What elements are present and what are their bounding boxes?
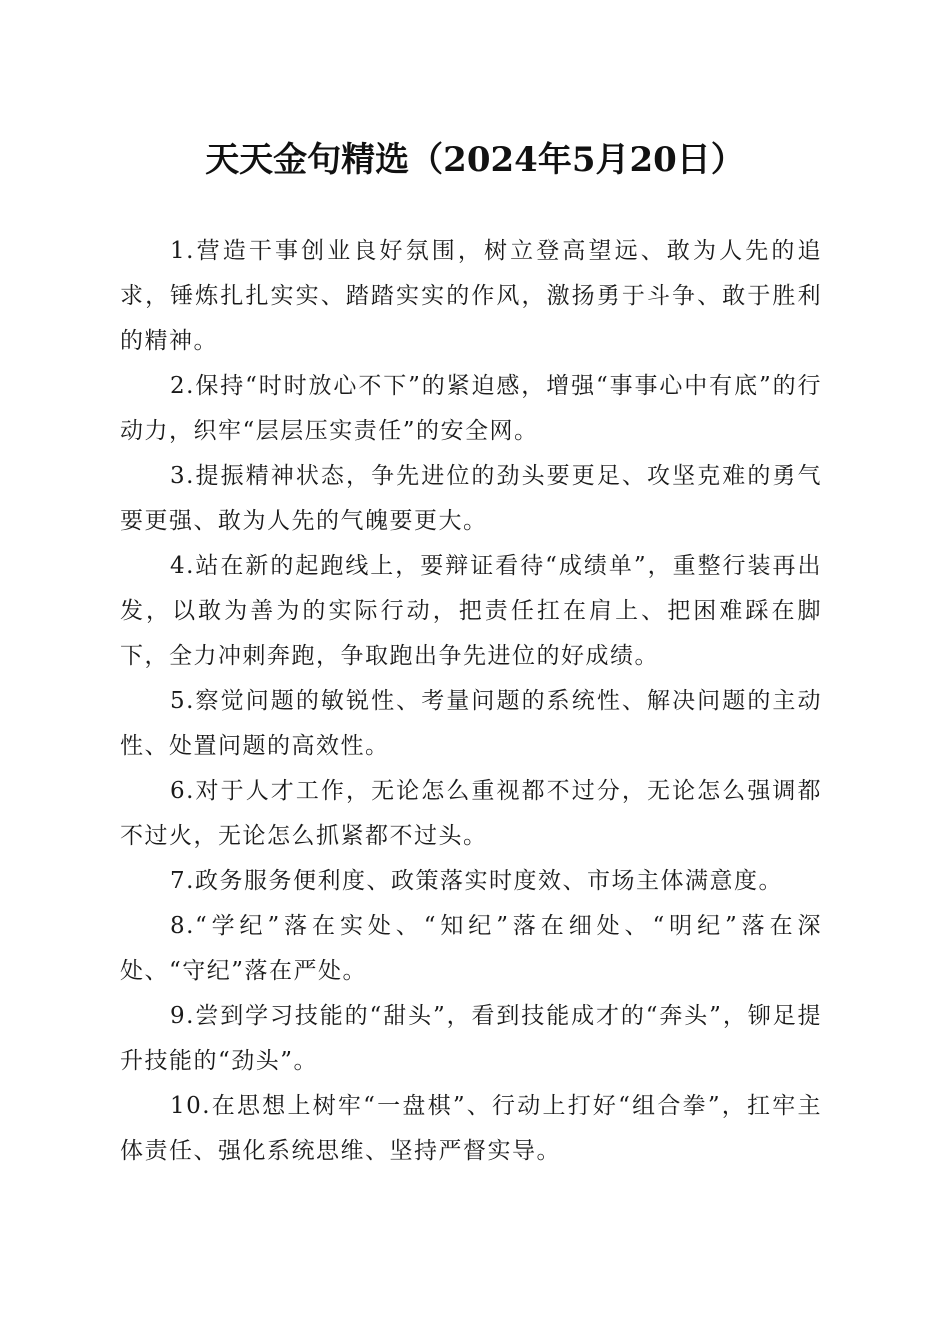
quote-item-9: 9.尝到学习技能的“甜头”，看到技能成才的“奔头”，铆足提升技能的“劲头”。 [120,1003,822,1074]
quote-item-5: 5.察觉问题的敏锐性、考量问题的系统性、解决问题的主动性、处置问题的高效性。 [120,688,822,759]
document-title: 天天金句精选（2024年5月20日） [205,140,745,180]
quote-item-10: 10.在思想上树牢“一盘棋”、行动上打好“组合拳”，扛牢主体责任、强化系统思维、坚持严督实导。 [120,1093,822,1164]
quote-item-7: 7.政务服务便利度、政策落实时度效、市场主体满意度。 [170,868,783,894]
quote-item-1: 1.营造干事创业良好氛围，树立登高望远、敢为人先的追求，锤炼扎扎实实、踏踏实实的作风，激扬勇于斗争、敢于胜利的精神。 [120,238,822,354]
quote-item-6: 6.对于人才工作，无论怎么重视都不过分，无论怎么强调都不过火，无论怎么抓紧都不过头。 [120,778,822,849]
quote-item-4: 4.站在新的起跑线上，要辩证看待“成绩单”，重整行装再出发，以敢为善为的实际行动，把责任扛在肩上、把困难踩在脚下，全力冲刺奔跑，争取跑出争先进位的好成绩。 [120,553,822,669]
quote-item-2: 2.保持“时时放心不下”的紧迫感，增强“事事心中有底”的行动力，织牢“层层压实责任”的安全网。 [120,373,822,444]
quote-item-8: 8.“学纪”落在实处、“知纪”落在细处、“明纪”落在深处、“守纪”落在严处。 [120,913,822,984]
quote-item-3: 3.提振精神状态，争先进位的劲头要更足、攻坚克难的勇气要更强、敢为人先的气魄要更大。 [120,463,822,534]
document-body [120,229,822,1174]
